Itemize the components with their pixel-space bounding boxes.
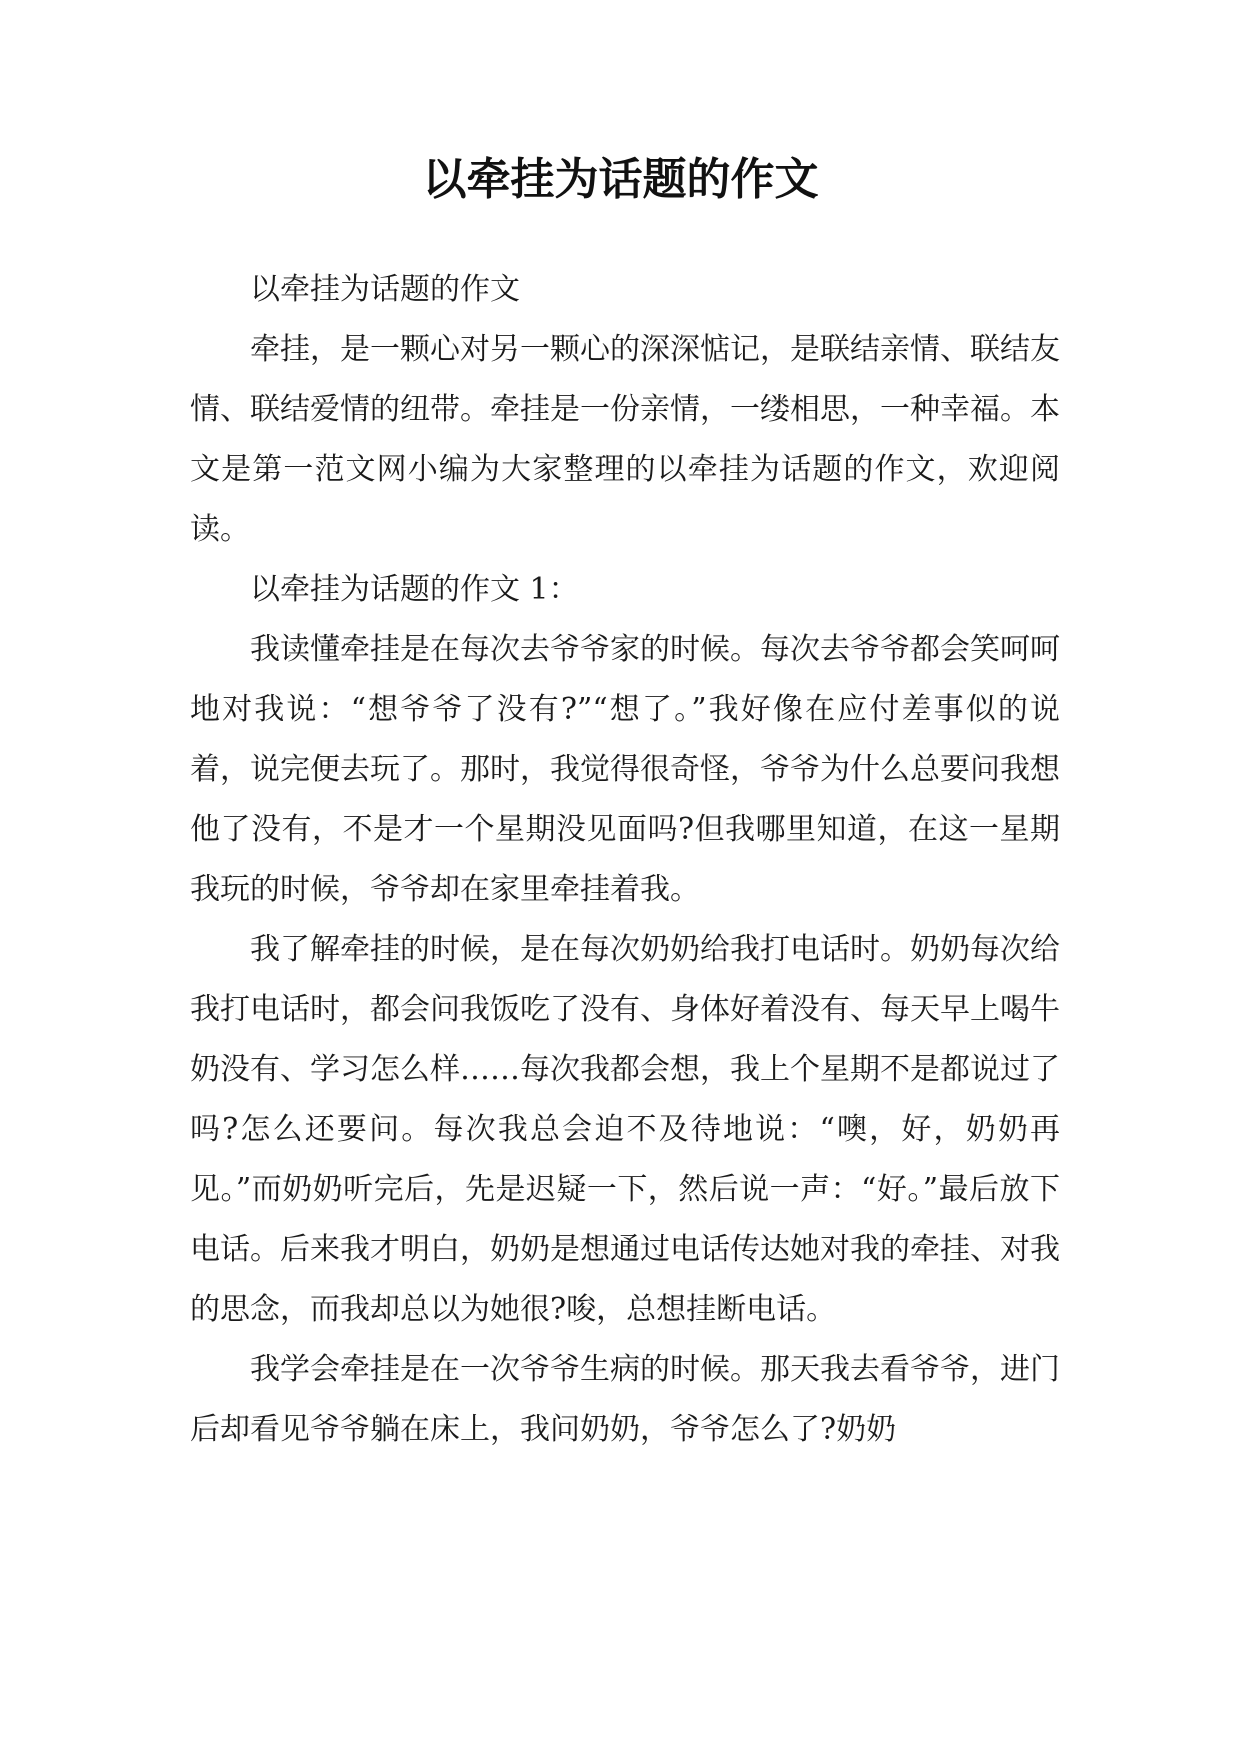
document-title: 以牵挂为话题的作文: [422, 154, 819, 205]
paragraph-intro: 牵挂，是一颗心对另一颗心的深深惦记，是联结亲情、联结友情、联结爱情的纽带。牵挂是一份亲情，一缕相思，一种幸福。本文是第一范文网小编为大家整理的以牵挂为话题的作文，欢迎阅读。: [190, 332, 1060, 547]
paragraph-subtitle: 以牵挂为话题的作文: [250, 272, 520, 307]
document-body: [190, 260, 1060, 1460]
paragraph-grandpa-visits: 我读懂牵挂是在每次去爷爷家的时候。每次去爷爷都会笑呵呵地对我说：“想爷爷了没有?”“想了。”我好像在应付差事似的说着，说完便去玩了。那时，我觉得很奇怪，爷爷为什么总要问我想他了没有，不是才一个星期没见面吗?但我哪里知道，在这一星期我玩的时候，爷爷却在家里牵挂着我。: [190, 632, 1060, 907]
paragraph-grandma-calls: 我了解牵挂的时候，是在每次奶奶给我打电话时。奶奶每次给我打电话时，都会问我饭吃了没有、身体好着没有、每天早上喝牛奶没有、学习怎么样……每次我都会想，我上个星期不是都说过了吗?怎么还要问。每次我总会迫不及待地说：“噢，好，奶奶再见。”而奶奶听完后，先是迟疑一下，然后说一声：“好。”最后放下电话。后来我才明白，奶奶是想通过电话传达她对我的牵挂、对我的思念，而我却总以为她很?唆，总想挂断电话。: [190, 932, 1060, 1327]
paragraph-essay-heading: 以牵挂为话题的作文 1：: [250, 572, 579, 607]
paragraph-grandpa-illness: 我学会牵挂是在一次爷爷生病的时候。那天我去看爷爷，进门后却看见爷爷躺在床上，我问奶奶，爷爷怎么了?奶奶: [190, 1352, 1060, 1447]
